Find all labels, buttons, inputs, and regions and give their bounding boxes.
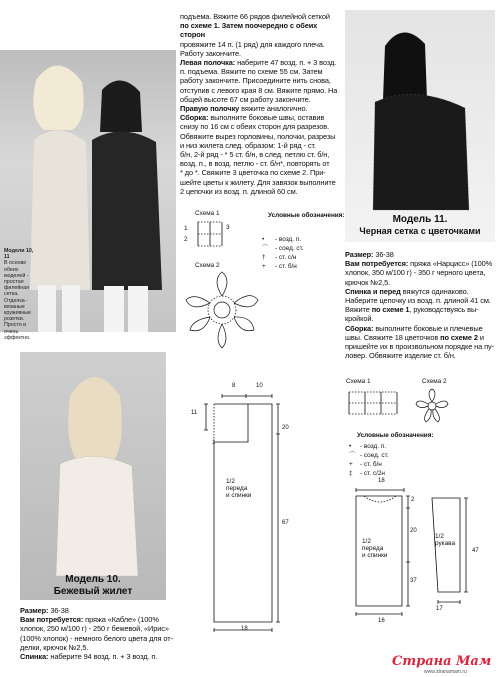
legend-title: Условные обозначения: [268,212,345,219]
text-line: хлопок, 350 м/100 г) - 350 г черного цвета, [345,268,486,278]
legend-chain-icon: • [262,236,265,243]
pullover-instructions [345,250,499,360]
text-line: Правую полочку вяжите аналогично. [180,104,308,114]
text-line: Спинка: наберите 94 возд. п. + 3 возд. п. [20,652,158,662]
model-11-subtitle: Черная сетка с цветочками [359,226,481,236]
legend-item: - соед. ст. [360,452,389,459]
legend-item: - возд. п. [275,236,302,243]
legend-item: - ст. б/н [275,263,297,270]
watermark-logo: Страна Мам [392,654,492,669]
photo-model-10 [20,352,166,600]
text-line: швы. Свяжите 18 цветочков по схеме 2 и [345,332,484,342]
dim-label: 10 [256,383,263,389]
text-line: общей высоте 67 см работу закончите. [180,94,311,104]
scheme1-mark: 3 [226,224,230,231]
legend-sc-icon: + [262,263,266,270]
legend-slip-icon: ⌒ [349,452,356,459]
vest-pattern-diagram [200,394,310,634]
text-line: Вяжите по схеме 1, руководствуясь вы- [345,305,479,315]
text-line: делки, крючок №2,5. [20,642,89,652]
legend-sc-icon: + [349,461,353,468]
scheme1-right-label: Схема 1 [346,378,371,385]
text-line: работу закончите. Присоедините нить снова, [180,76,331,86]
legend-dc-icon: † [262,254,266,261]
scheme1-right-mesh [345,388,405,418]
scheme2-right-flower [414,388,450,424]
text-line: пришейте их в произвольном порядке на пу- [345,342,494,352]
legend-slip-icon: ⌒ [262,245,269,252]
text-line: * до *. Свяжите 3 цветочка по схеме 2. При- [180,168,326,178]
text-line: подъема. Вяжите 66 рядов филейной сеткой [180,12,330,21]
text-line: Вам потребуется: пряжа «Кабле» (100% [20,615,159,625]
text-line: ловер. Обвяжите изделие ст. б/н. [345,351,456,361]
scheme1-label: Схема 1 [195,210,220,217]
model-10-subtitle: Бежевый жилет [53,586,133,597]
text-line: Сборка: выполните боковые швы, оставив [180,113,325,123]
photo-model-11 [345,10,495,242]
legend-dc2-icon: ‡ [349,470,353,477]
scheme2-label: Схема 2 [195,262,220,269]
vest-instructions-top [180,12,342,196]
scheme1-mark: 2 [184,236,188,243]
photo-figure [345,10,495,242]
dim-label: 20 [410,528,417,534]
dim-label: 47 [472,548,479,554]
dim-label: 16 [378,618,385,624]
text-line: кройкой. [345,314,374,324]
legend-right-title: Условные обозначения: [357,432,434,439]
text-line: б/н, 2-й ряд - * 5 ст. б/н, в след. петлю ст. б/н, [180,150,330,160]
text-line: Спинка и перед вяжутся одинаково. [345,286,469,296]
model-10-title: Модель 10. [65,574,121,585]
pullover-body-label: 1/2 переда и спинки [362,538,388,559]
photo-models-10-11 [0,50,176,341]
photo-figure [20,352,166,600]
text-line: Размер: 36-38 [345,250,394,259]
text-line: отступив с левого края 8 см. Вяжите прямо. На [180,85,338,95]
text-line: по схеме 1. Затем поочередно с обеих сторон [180,21,318,40]
text-line: Обвяжите вырез горловины, полочки, разрезы [180,131,336,141]
text-line: (100% хлопок) - немного белого цвета для от- [20,633,173,643]
text-line: хлопок, 250 м/100 г) - 250 г бежевой, «Ирис» [20,624,169,634]
legend-item: - соед. ст. [275,245,304,252]
text-line: 2 цепочки из возд. п. длиной 60 см. [180,186,298,196]
scheme1-mesh-diagram [190,218,240,250]
vest-instructions-bottom [20,606,180,661]
text-line: возд. п., в возд. петлю - ст. б/н*, повторять от [180,159,330,169]
dim-label: 67 [282,520,289,526]
text-line: провяжите 14 п. (1 ряд) для каждого плеча. [180,39,325,49]
text-line: шейте цветы к жилету. Для завязок выполните [180,177,336,187]
models-caption: Модели 10, 11 В основе обеих моделей - простая филейная сетка. Отделка - вязаные кружевные розетки. Просто и очень эффектно. [4,248,34,341]
text-line: крючок №2,5. [345,277,391,287]
pullover-sleeve-label: 1/2 рукава [435,533,456,547]
dim-label: 18 [241,626,248,632]
dim-label: 20 [282,425,289,431]
scheme1-mark: 1 [184,225,188,232]
text-line: снизу по 16 см с обеих сторон для разрезов. [180,122,330,132]
model-11-title: Модель 11. [392,214,448,225]
dim-label: 1 [212,440,216,446]
dim-label: 8 [232,383,236,389]
legend-item: - возд. п. [360,443,387,450]
legend-item: - ст. б/н [360,461,382,468]
text-line: Сборка: выполните боковые и плечевые [345,323,483,333]
text-line: Работу закончите. [180,48,241,58]
watermark-url: www.stranamam.ru [424,669,467,675]
legend-item: - ст. с/2н [360,470,385,477]
text-line: Наберите цепочку из возд. п. длиной 41 см. [345,296,491,306]
legend-chain-icon: • [349,443,352,450]
text-line: Вам потребуется: пряжа «Нарцисс» (100% [345,259,493,269]
scheme2-flower-diagram [182,270,262,350]
dim-label: 11 [191,410,198,416]
text-line: и низ жилета след. образом: 1-й ряд - ст. [180,140,316,150]
scheme2-right-label: Схема 2 [422,378,447,385]
text-line: п. подъема. Вяжите по схеме 55 см. Затем [180,67,323,77]
vest-piece-label: 1/2 переда и спинки [226,478,252,499]
text-line: Размер: 36-38 [20,606,69,615]
dim-label: 2 [411,497,415,503]
dim-label: 17 [436,606,443,612]
legend-item: - ст. с/н [275,254,297,261]
dim-label: 18 [378,478,385,484]
dim-label: 37 [410,578,417,584]
text-line: Левая полочка: наберите 47 возд. п. + 3 возд. [180,58,337,68]
